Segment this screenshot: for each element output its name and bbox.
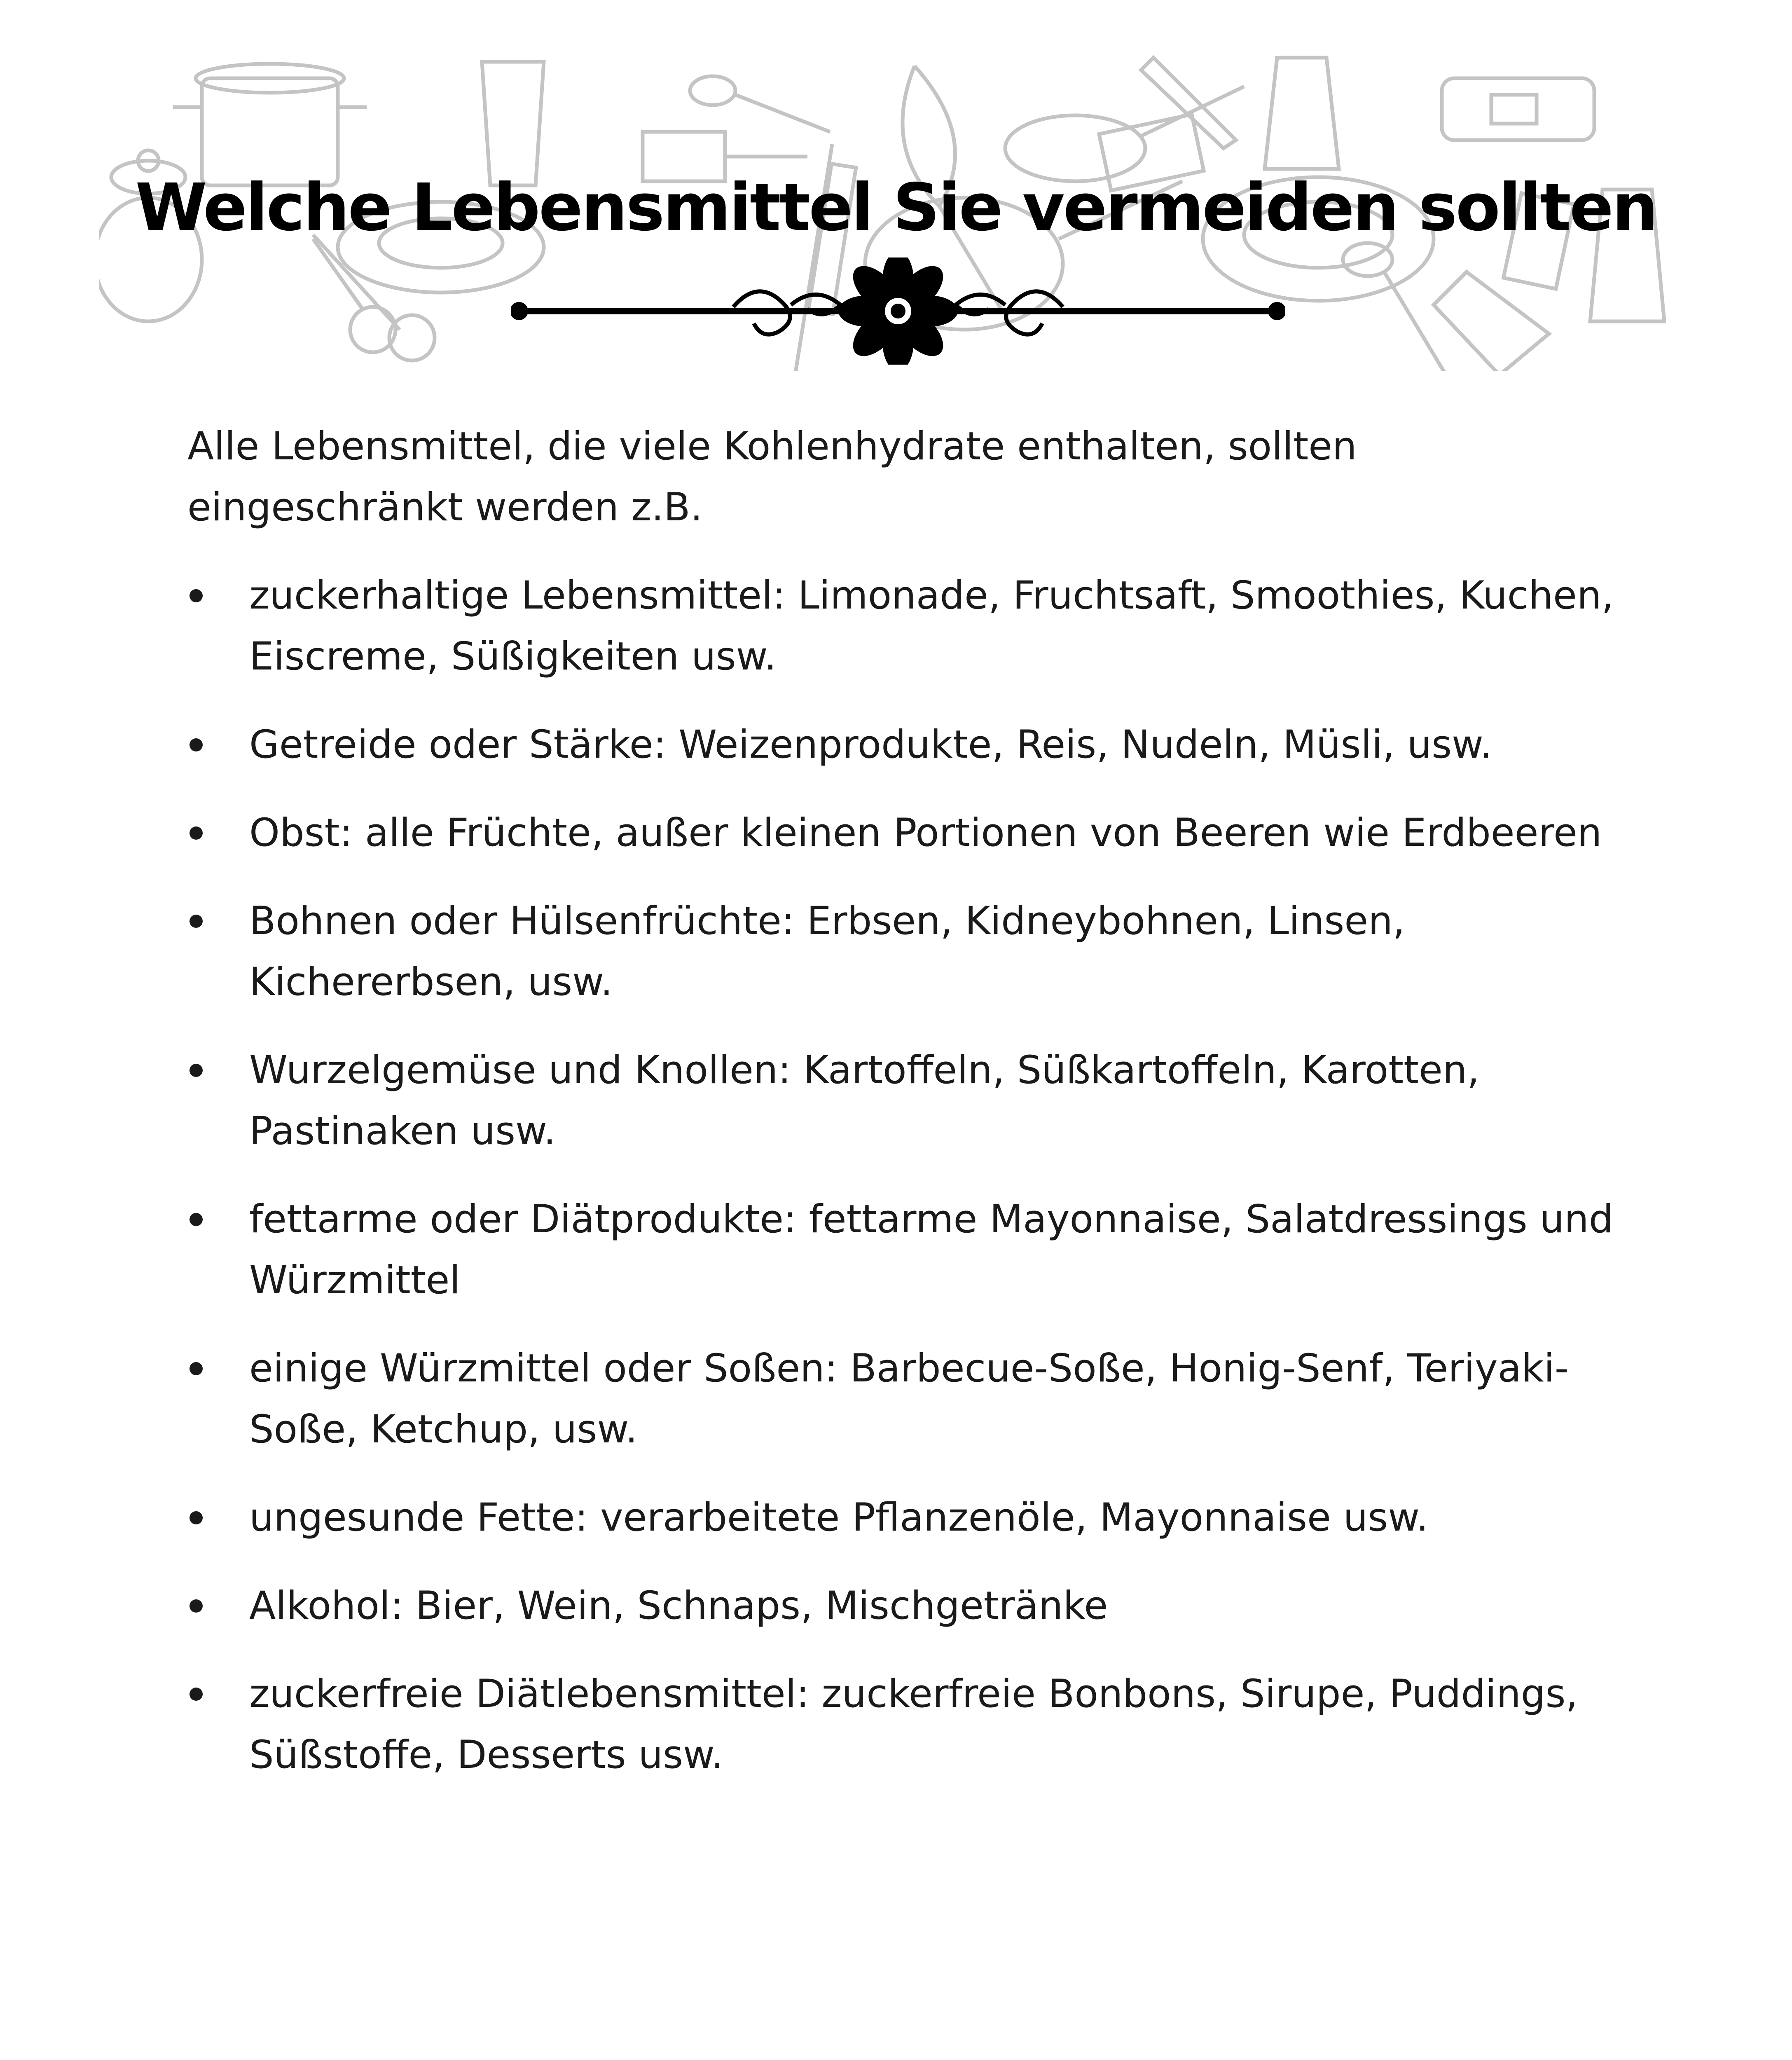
- list-item-text: zuckerhaltige Lebensmittel: Limonade, Fruchtsaft, Smoothies, Kuchen, Eiscreme, Süßigkeiten usw.: [249, 573, 1614, 679]
- bullet-icon: [189, 1213, 203, 1226]
- list-item: [187, 803, 1621, 864]
- bullet-icon: [189, 826, 203, 840]
- avoid-foods-list: [187, 565, 1621, 1786]
- list-item-text: Obst: alle Früchte, außer kleinen Portionen von Beeren wie Erdbeeren: [249, 810, 1602, 855]
- bullet-icon: [189, 1362, 203, 1375]
- bullet-icon: [189, 1064, 203, 1077]
- page-title: Welche Lebensmittel Sie vermeiden sollten: [135, 170, 1657, 246]
- intro-paragraph: Alle Lebensmittel, die viele Kohlenhydrate enthalten, sollten eingeschränkt werden z.B.: [187, 424, 1357, 530]
- list-item: [187, 1338, 1621, 1460]
- towel-icon: [1434, 272, 1549, 371]
- bullet-icon: [189, 738, 203, 751]
- bullet-icon: [189, 915, 203, 928]
- ladle-icon: [313, 235, 435, 360]
- list-item-text: fettarme oder Diätprodukte: fettarme Mayonnaise, Salatdressings und Würzmittel: [249, 1197, 1614, 1303]
- main-content: [187, 416, 1621, 1813]
- pot-icon: [173, 64, 367, 185]
- coffee-pot-icon: [1265, 58, 1339, 169]
- baking-ring-icon: [1442, 78, 1594, 140]
- flower-icon: [838, 258, 958, 365]
- list-item-text: Alkohol: Bier, Wein, Schnaps, Mischgetränke: [249, 1583, 1108, 1628]
- list-item: [187, 714, 1621, 775]
- list-item-text: Bohnen oder Hülsenfrüchte: Erbsen, Kidneybohnen, Linsen, Kichererbsen, usw.: [249, 899, 1405, 1004]
- list-item-text: Wurzelgemüse und Knollen: Kartoffeln, Süßkartoffeln, Karotten, Pastinaken usw.: [249, 1048, 1480, 1154]
- bullet-icon: [189, 1511, 203, 1524]
- list-item: [187, 1040, 1621, 1162]
- bullet-icon: [189, 1599, 203, 1613]
- list-item: [187, 891, 1621, 1013]
- ornamental-flower-divider: [511, 258, 1285, 365]
- bullet-icon: [189, 1688, 203, 1701]
- knife-icon: [1141, 58, 1236, 148]
- list-item: [187, 1664, 1621, 1786]
- spoon-icon: [690, 76, 830, 132]
- slotted-spoon-icon: [313, 239, 395, 352]
- list-item-text: Getreide oder Stärke: Weizenprodukte, Reis, Nudeln, Müsli, usw.: [249, 722, 1493, 767]
- list-item-text: zuckerfreie Diätlebensmittel: zuckerfreie Bonbons, Sirupe, Puddings, Süßstoffe, Desserts usw.: [249, 1671, 1578, 1777]
- list-item: [187, 565, 1621, 687]
- list-item: [187, 1575, 1621, 1636]
- glass-icon: [482, 62, 544, 185]
- list-item-text: einige Würzmittel oder Soßen: Barbecue-Soße, Honig-Senf, Teriyaki-Soße, Ketchup, usw.: [249, 1346, 1569, 1452]
- bullet-icon: [189, 589, 203, 602]
- list-item: [187, 1487, 1621, 1548]
- list-item: [187, 1189, 1621, 1311]
- list-item-text: ungesunde Fette: verarbeitete Pflanzenöle, Mayonnaise usw.: [249, 1495, 1429, 1540]
